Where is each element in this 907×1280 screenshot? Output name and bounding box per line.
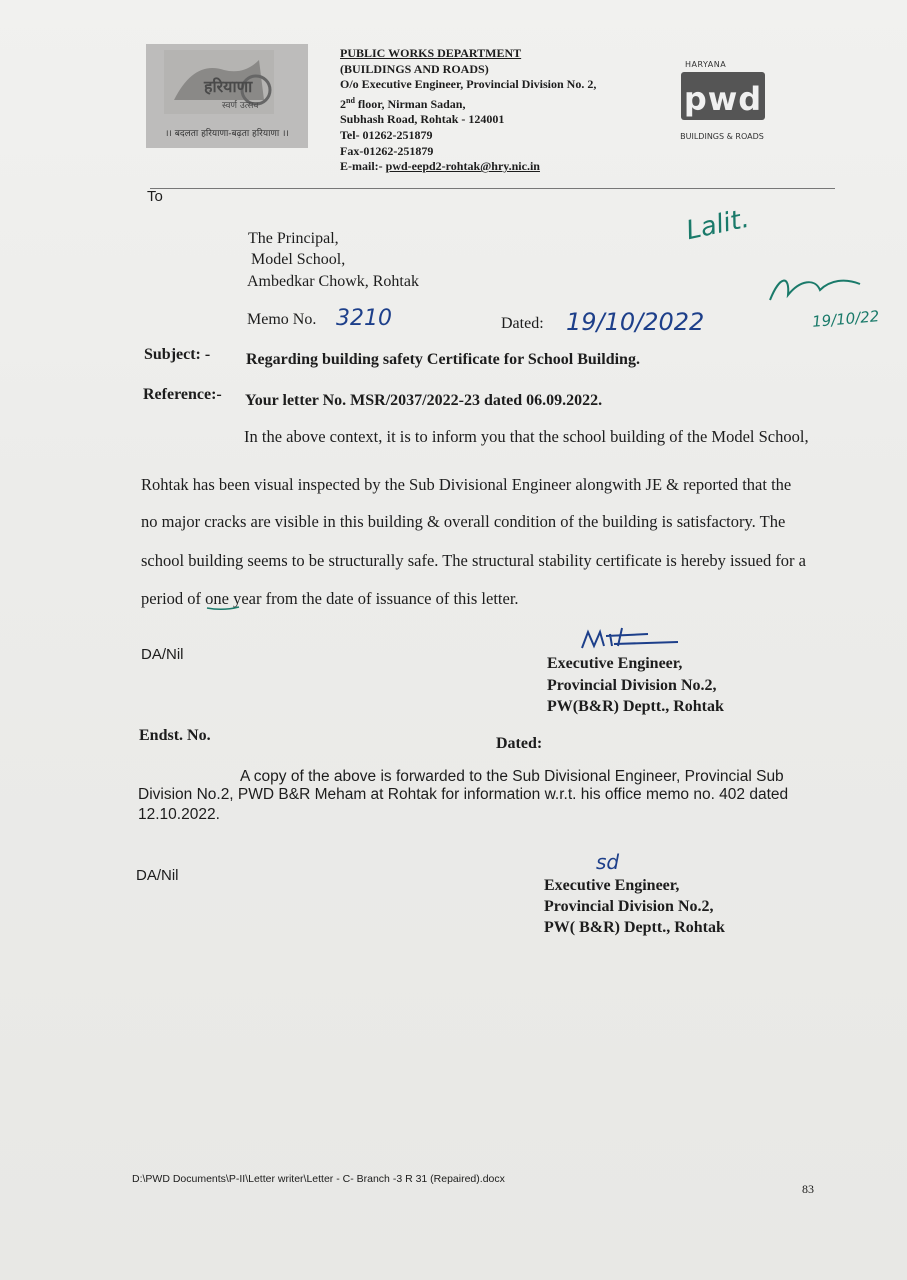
body-line-1: In the above context, it is to inform you that the school building of the Model School, [244, 427, 809, 446]
svg-text:स्वर्ण उत्सव: स्वर्ण उत्सव [222, 101, 259, 111]
haryana-emblem-logo [146, 44, 308, 148]
sig2-line-2: Provincial Division No.2, [544, 898, 714, 915]
body-line-2: Rohtak has been visual inspected by the Sub Divisional Engineer alongwith JE & reported that the [141, 475, 792, 494]
header-divider [150, 188, 835, 189]
footer-file-path: D:\PWD Documents\P-II\Letter writer\Letter - C- Branch -3 R 31 (Repaired).docx [132, 1173, 505, 1185]
tel-line: Tel- 01262-251879 [340, 127, 433, 142]
emblem-motto: ।। बदलता हरियाणा-बढ़ता हरियाणा ।। [165, 129, 289, 139]
addressee-line-2: Model School, [251, 251, 346, 268]
dated-label: Dated: [501, 315, 544, 332]
subject-text: Regarding building safety Certificate for School Building. [246, 351, 640, 368]
signature-1-icon [578, 624, 688, 654]
copy-line-1: A copy of the above is forwarded to the Sub Divisional Engineer, Provincial Sub [240, 768, 784, 785]
pwd-logo: HARYANA pwd BUILDINGS & ROADS [680, 60, 764, 141]
body-line-5: period of one year from the date of issuance of this letter. [141, 589, 519, 608]
fax-line: Fax-01262-251879 [340, 143, 434, 158]
reference-text: Your letter No. MSR/2037/2022-23 dated 06.09.2022. [245, 392, 603, 409]
office-line: O/o Executive Engineer, Provincial Division No. 2, [340, 77, 597, 92]
to-label: To [147, 188, 163, 205]
sig1-line-2: Provincial Division No.2, [547, 677, 717, 694]
copy-line-3: 12.10.2022. [138, 806, 220, 823]
reference-label: Reference:- [143, 386, 222, 403]
underline-mark-icon [205, 604, 241, 612]
memo-label: Memo No. [247, 311, 317, 328]
page-number: 83 [802, 1182, 814, 1196]
letterhead-address [340, 46, 596, 175]
initials-signature-icon [760, 270, 870, 310]
email-line: E-mail:- pwd-eepd2-rohtak@hry.nic.in [340, 159, 540, 174]
dated-value-handwritten: 19/10/2022 [566, 308, 705, 336]
body-line-3: no major cracks are visible in this building & overall condition of the building is satisfactory. The [141, 512, 786, 531]
memo-number-handwritten: 3210 [336, 306, 392, 331]
da-nil-1: DA/Nil [141, 646, 184, 663]
floor-line: 2nd floor, Nirman Sadan, [340, 95, 466, 111]
sig2-mark: sd [596, 850, 620, 874]
subdept-name: (BUILDINGS AND ROADS) [340, 61, 489, 76]
endst-dated-label: Dated: [496, 735, 543, 752]
road-line: Subhash Road, Rohtak - 124001 [340, 112, 505, 127]
endst-label: Endst. No. [139, 727, 211, 744]
sig1-line-1: Executive Engineer, [547, 655, 683, 672]
email-link[interactable]: pwd-eepd2-rohtak@hry.nic.in [385, 159, 540, 174]
sig2-line-1: Executive Engineer, [544, 877, 680, 894]
sig2-line-3: PW( B&R) Deptt., Rohtak [544, 919, 725, 936]
svg-text:हरियाणा: हरियाणा [204, 77, 253, 96]
annotation-name: Lalit. [683, 203, 752, 247]
addressee-line-1: The Principal, [248, 230, 339, 247]
da-nil-2: DA/Nil [136, 867, 179, 884]
addressee-line-3: Ambedkar Chowk, Rohtak [247, 273, 419, 290]
dept-name: PUBLIC WORKS DEPARTMENT [340, 46, 522, 60]
body-line-4: school building seems to be structurally safe. The structural stability certificate is hereby issued for a [141, 551, 807, 570]
copy-line-2: Division No.2, PWD B&R Meham at Rohtak for information w.r.t. his office memo no. 402 dated [138, 786, 789, 803]
subject-label: Subject: - [144, 346, 211, 363]
annotation-date: 19/10/22 [811, 307, 881, 331]
sig1-line-3: PW(B&R) Deptt., Rohtak [547, 698, 724, 715]
chariot-emblem-icon [164, 50, 274, 114]
